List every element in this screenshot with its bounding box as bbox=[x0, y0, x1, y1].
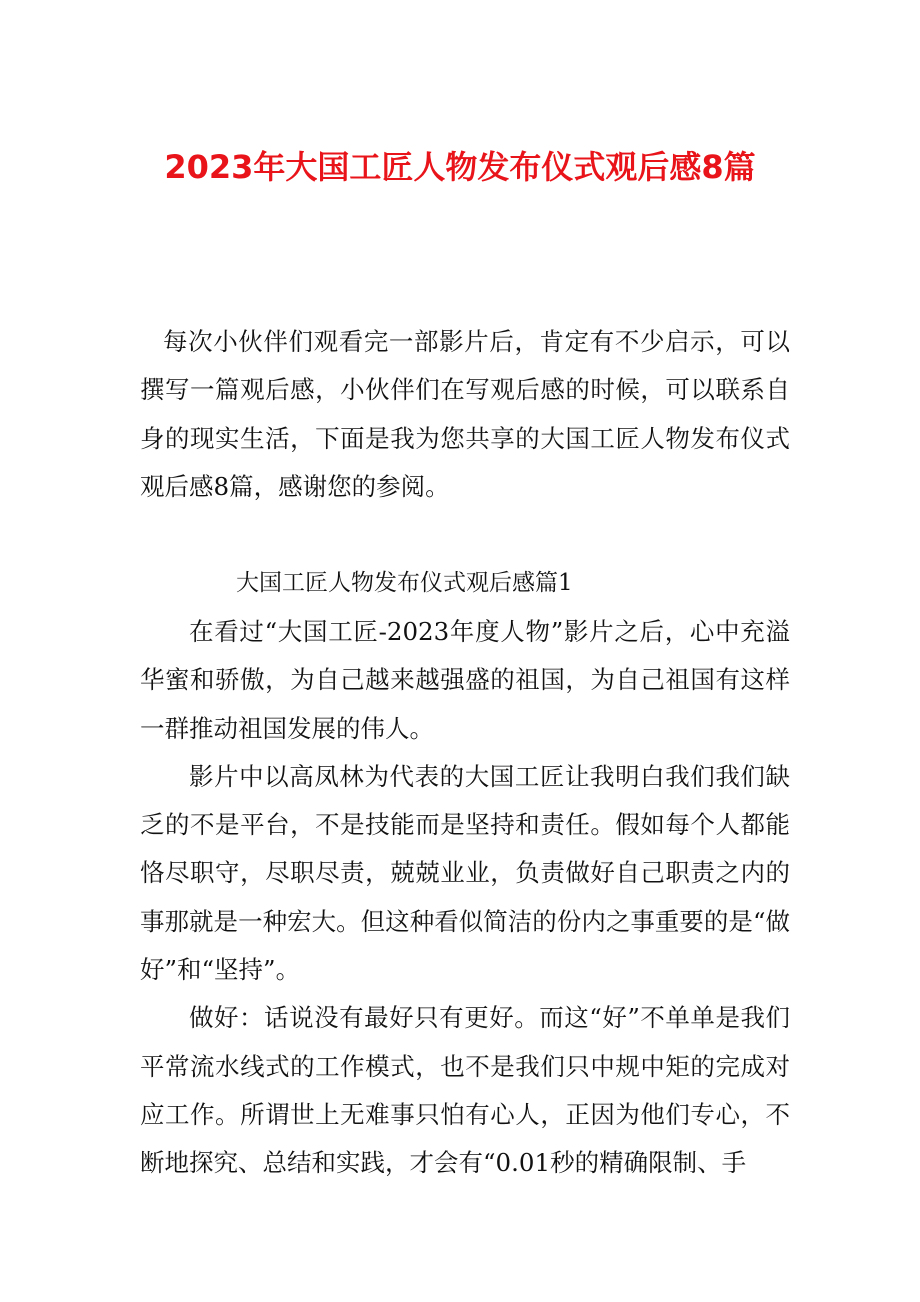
body-paragraph-3: 做好：话说没有最好只有更好。而这“好”不单单是我们平常流水线式的工作模式，也不是我们只中规中矩的完成对应工作。所谓世上无难事只怕有心人，正因为他们专心，不断地探究、总结和实践，才会有“0.01秒的精确限制、手 bbox=[140, 1003, 790, 1178]
intro-paragraph: 每次小伙伴们观看完一部影片后，肯定有不少启示，可以撰写一篇观后感，小伙伴们在写观后感的时候，可以联系自身的现实生活，下面是我为您共享的大国工匠人物发布仪式观后感8篇，感谢您的参阅。 bbox=[140, 327, 790, 501]
intro-block bbox=[140, 318, 790, 511]
body-paragraph-1: 在看过“大国工匠-2023年度人物”影片之后，心中充溢华蜜和骄傲，为自己越来越强盛的祖国，为自己祖国有这样一群推动祖国发展的伟人。 bbox=[140, 617, 790, 743]
document-title: 2023年大国工匠人物发布仪式观后感8篇 bbox=[164, 148, 756, 186]
section-heading: 大国工匠人物发布仪式观后感篇1 bbox=[236, 570, 573, 596]
section-1 bbox=[140, 558, 790, 1188]
body-paragraph-2: 影片中以高凤林为代表的大国工匠让我明白我们我们缺乏的不是平台，不是技能而是坚持和责任。假如每个人都能恪尽职守，尽职尽责，兢兢业业，负责做好自己职责之内的事那就是一种宏大。但这种看似简洁的份内之事重要的是“做好”和“坚持”。 bbox=[140, 761, 790, 985]
